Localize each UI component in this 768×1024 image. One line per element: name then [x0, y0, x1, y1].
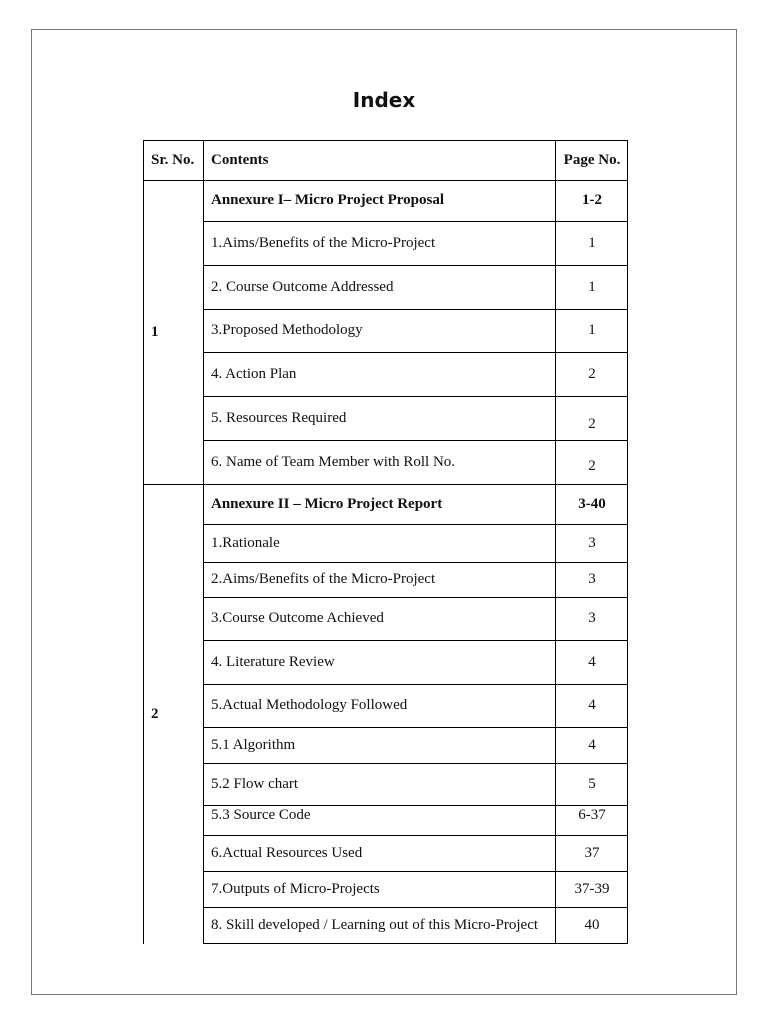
page-title: Index — [352, 88, 416, 112]
table-row-content: 5. Resources Required — [211, 409, 347, 426]
table-row-content: Annexure I– Micro Project Proposal — [211, 192, 445, 208]
table-row-page: 40 — [584, 917, 600, 933]
table-rule — [204, 440, 628, 441]
table-row-page: 37-39 — [574, 880, 610, 897]
table-rule — [203, 140, 204, 944]
table-row-page: 2 — [588, 415, 596, 432]
header-page-no: Page No. — [563, 151, 621, 168]
table-row-page: 1-2 — [582, 192, 602, 208]
table-rule — [204, 805, 628, 806]
table-row-page: 4 — [588, 697, 596, 713]
header-contents: Contents — [211, 151, 269, 168]
table-border — [627, 140, 628, 944]
table-rule — [204, 352, 628, 353]
table-rule — [204, 221, 628, 222]
table-row-page: 6-37 — [578, 806, 606, 823]
table-row-content: 1.Rationale — [211, 534, 280, 551]
table-rule — [204, 524, 628, 525]
table-row-content: 7.Outputs of Micro-Projects — [211, 880, 380, 897]
table-border — [143, 140, 144, 944]
table-rule — [204, 835, 628, 836]
table-rule — [204, 763, 628, 764]
header-sr-no: Sr. No. — [151, 151, 195, 168]
table-row-page: 5 — [588, 775, 596, 792]
table-row-content: 6. Name of Team Member with Roll No. — [211, 453, 456, 470]
table-rule — [204, 597, 628, 598]
table-row-content: 2. Course Outcome Addressed — [211, 278, 394, 295]
sr-no-group-2: 2 — [151, 705, 159, 722]
sr-no-group-1: 1 — [151, 323, 159, 340]
table-row-content: Annexure II – Micro Project Report — [211, 495, 443, 512]
table-rule — [204, 640, 628, 641]
table-rule — [204, 684, 628, 685]
table-row-page: 3 — [588, 534, 596, 551]
table-rule — [204, 562, 628, 563]
table-row-page: 3 — [588, 571, 596, 587]
table-rule — [204, 309, 628, 310]
table-row-content: 2.Aims/Benefits of the Micro-Project — [211, 571, 436, 587]
table-row-page: 1 — [588, 234, 596, 251]
table-rule — [204, 396, 628, 397]
table-rule — [204, 265, 628, 266]
table-row-content: 6.Actual Resources Used — [211, 844, 363, 861]
table-rule — [204, 907, 628, 908]
table-row-page: 3 — [588, 610, 596, 626]
table-row-page: 4 — [588, 653, 596, 670]
table-rule — [555, 140, 556, 944]
table-row-content: 4. Action Plan — [211, 365, 297, 382]
table-row-content: 3.Proposed Methodology — [211, 322, 363, 338]
table-rule — [204, 943, 628, 944]
table-row-page: 2 — [588, 457, 596, 474]
index-table — [143, 140, 628, 944]
table-row-content: 1.Aims/Benefits of the Micro-Project — [211, 234, 436, 251]
table-row-content: 5.Actual Methodology Followed — [211, 697, 408, 713]
table-row-content: 8. Skill developed / Learning out of this Micro-Project — [211, 917, 539, 933]
table-row-content: 5.2 Flow chart — [211, 775, 299, 792]
table-row-page: 2 — [588, 365, 596, 382]
table-row-content: 4. Literature Review — [211, 653, 335, 670]
table-row-content: 3.Course Outcome Achieved — [211, 610, 384, 626]
table-rule — [204, 727, 628, 728]
table-row-page: 37 — [584, 844, 600, 861]
table-row-page: 3-40 — [578, 495, 606, 512]
table-rule — [204, 871, 628, 872]
table-row-page: 1 — [588, 322, 596, 338]
table-row-content: 5.3 Source Code — [211, 806, 311, 823]
table-row-page: 4 — [588, 736, 596, 753]
table-row-page: 1 — [588, 278, 596, 295]
table-row-content: 5.1 Algorithm — [211, 736, 296, 753]
